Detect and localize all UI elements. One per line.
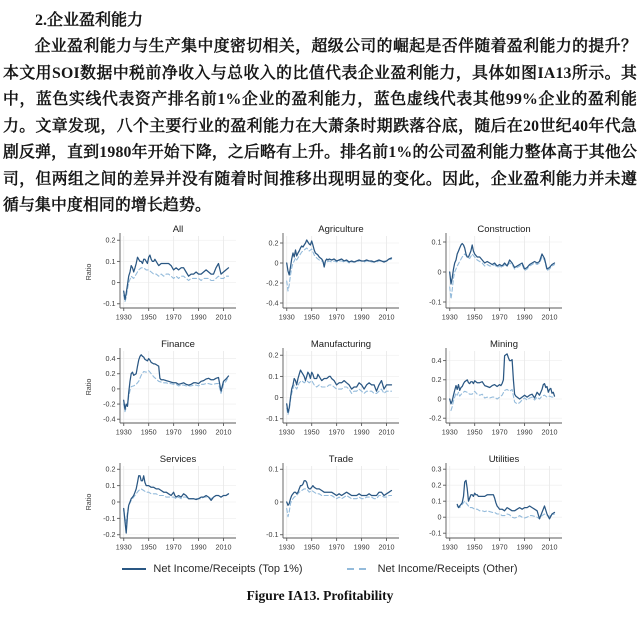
y-tick-label: 0.1 — [105, 480, 116, 490]
y-tick-label: 0 — [274, 496, 279, 506]
x-tick-label: 1970 — [491, 542, 508, 551]
subplot-title: Manufacturing — [310, 338, 372, 350]
x-tick-label: 1970 — [328, 312, 345, 321]
x-tick-label: 1990 — [516, 427, 533, 436]
legend-item-other — [347, 563, 518, 575]
x-tick-label: 1990 — [516, 542, 533, 551]
x-tick-label: 1970 — [491, 427, 508, 436]
x-tick-label: 1950 — [303, 427, 320, 436]
y-tick-label: -0.1 — [103, 513, 116, 523]
subplot-manufacturing — [246, 338, 409, 441]
y-tick-label: 0.1 — [431, 496, 442, 506]
series-other-line — [450, 254, 555, 299]
y-tick-label: -0.1 — [103, 298, 116, 308]
solid-line-swatch — [122, 567, 146, 571]
x-tick-label: 1930 — [278, 312, 295, 321]
subplot-title: Finance — [161, 338, 195, 350]
series-other-line — [287, 248, 392, 291]
x-tick-label: 1950 — [140, 542, 157, 551]
y-tick-label: 0.2 — [105, 235, 116, 245]
y-tick-label: -0.1 — [266, 413, 279, 423]
x-tick-label: 1930 — [278, 542, 295, 551]
subplot-construction — [409, 223, 572, 326]
subplot-trade — [246, 453, 409, 556]
series-other-line — [124, 267, 229, 301]
figure-ia13 — [3, 223, 637, 604]
x-tick-label: 1970 — [165, 427, 182, 436]
series-top1-line — [124, 475, 229, 532]
x-tick-label: 1950 — [140, 427, 157, 436]
x-tick-label: 1950 — [466, 427, 483, 436]
subplot-agriculture — [246, 223, 409, 326]
chart-grid — [83, 223, 637, 556]
subplot-services — [83, 453, 246, 556]
x-tick-label: 1950 — [140, 312, 157, 321]
x-tick-label: 1930 — [441, 542, 458, 551]
y-tick-label: 0 — [111, 277, 116, 287]
x-tick-label: 1970 — [328, 427, 345, 436]
subplot-title: Utilities — [488, 453, 520, 465]
x-tick-label: 1930 — [115, 542, 132, 551]
y-tick-label: -0.1 — [266, 529, 279, 539]
subplot-title: Mining — [490, 338, 518, 350]
y-tick-label: 0.2 — [105, 368, 116, 378]
y-axis-label-ratio: Ratio — [84, 378, 93, 395]
x-tick-label: 1990 — [516, 312, 533, 321]
subplot-title: Construction — [477, 223, 531, 235]
y-tick-label: 0.1 — [105, 256, 116, 266]
y-tick-label: -0.2 — [429, 413, 442, 423]
subplot-all — [83, 223, 246, 326]
x-tick-label: 1950 — [466, 542, 483, 551]
x-tick-label: 1930 — [441, 312, 458, 321]
x-tick-label: 2010 — [541, 312, 558, 321]
x-tick-label: 2010 — [541, 542, 558, 551]
x-tick-label: 1970 — [165, 542, 182, 551]
y-tick-label: 0.3 — [431, 464, 442, 474]
series-other-line — [451, 389, 555, 410]
series-other-line — [287, 488, 392, 516]
figure-legend — [3, 563, 637, 575]
x-tick-label: 2010 — [541, 427, 558, 436]
y-tick-label: 0.4 — [105, 353, 116, 363]
x-tick-label: 1990 — [353, 542, 370, 551]
y-tick-label: -0.2 — [103, 398, 116, 408]
y-tick-label: -0.2 — [266, 277, 279, 287]
figure-caption: Figure IA13. Profitability — [246, 587, 394, 603]
x-tick-label: 1990 — [353, 427, 370, 436]
x-tick-label: 2010 — [378, 427, 395, 436]
series-top1-line — [457, 480, 554, 518]
x-tick-label: 1950 — [303, 312, 320, 321]
series-top1-line — [124, 354, 229, 409]
y-tick-label: 0.2 — [431, 374, 442, 384]
legend-item-top1 — [122, 563, 302, 575]
dashed-line-swatch — [347, 567, 371, 571]
body-paragraph: 企业盈利能力与生产集中度密切相关，超级公司的崛起是否伴随着盈利能力的提升？本文用SOI数据中税前净收入与总收入的比值代表企业盈利能力，具体如图IA13所示。其中，蓝色实线代表资产排名前1%企业的盈利能力，蓝色虚线代表其他99%企业的盈利能力。文章发现，八个主要行业的盈利能力在大萧条时期跌落谷底，随后在20世纪40年代急剧反弹，直到1980年开始下降，之后略有上升。排名前1%的公司盈利能力整体高于其他公司，但两组之间的差异并没有随着时间推移出现明显的变化。因此，企业盈利能力并未遵循与集中度相同的增长趋势。 — [3, 38, 637, 214]
x-tick-label: 1970 — [165, 312, 182, 321]
x-tick-label: 1970 — [491, 312, 508, 321]
x-tick-label: 1990 — [190, 427, 207, 436]
y-tick-label: 0.2 — [268, 237, 279, 247]
x-tick-label: 1950 — [466, 312, 483, 321]
section-heading: 2.企业盈利能力 — [35, 12, 144, 29]
y-tick-label: 0.1 — [268, 371, 279, 381]
x-tick-label: 1990 — [190, 542, 207, 551]
subplot-title: Services — [159, 453, 197, 465]
y-tick-label: 0.2 — [268, 350, 279, 360]
subplot-title: Agriculture — [318, 223, 364, 235]
series-other-line — [124, 370, 229, 411]
x-tick-label: 2010 — [215, 427, 232, 436]
x-tick-label: 2010 — [215, 312, 232, 321]
y-tick-label: 0.1 — [431, 236, 442, 246]
legend-label-other: Net Income/Receipts (Other) — [377, 562, 518, 575]
subplot-finance — [83, 338, 246, 441]
x-tick-label: 1990 — [353, 312, 370, 321]
subplot-title: Trade — [328, 453, 354, 465]
y-tick-label: 0 — [111, 383, 116, 393]
x-tick-label: 1930 — [115, 427, 132, 436]
x-tick-label: 1930 — [441, 427, 458, 436]
subplot-title: All — [172, 223, 184, 235]
series-top1-line — [287, 240, 392, 275]
y-tick-label: -0.2 — [103, 529, 116, 539]
subplot-utilities — [409, 453, 572, 556]
y-tick-label: 0 — [437, 393, 442, 403]
y-tick-label: -0.1 — [429, 296, 442, 306]
y-tick-label: 0.2 — [431, 480, 442, 490]
series-top1-line — [450, 353, 555, 403]
y-tick-label: -0.1 — [429, 528, 442, 538]
legend-label-top1: Net Income/Receipts (Top 1%) — [153, 562, 303, 575]
x-tick-label: 1950 — [303, 542, 320, 551]
y-tick-label: 0 — [274, 257, 279, 267]
x-tick-label: 2010 — [215, 542, 232, 551]
y-axis-label-ratio: Ratio — [84, 263, 93, 280]
subplot-mining — [409, 338, 572, 441]
x-tick-label: 1930 — [115, 312, 132, 321]
y-tick-label: 0 — [437, 512, 442, 522]
y-tick-label: 0.4 — [431, 355, 442, 365]
y-tick-label: -0.4 — [103, 414, 116, 424]
x-tick-label: 2010 — [378, 542, 395, 551]
x-tick-label: 1990 — [190, 312, 207, 321]
x-tick-label: 2010 — [378, 312, 395, 321]
y-axis-label-ratio: Ratio — [84, 493, 93, 510]
y-tick-label: 0.2 — [105, 464, 116, 474]
y-tick-label: 0 — [437, 266, 442, 276]
y-tick-label: 0 — [274, 392, 279, 402]
y-tick-label: 0.1 — [268, 464, 279, 474]
x-tick-label: 1970 — [328, 542, 345, 551]
y-tick-label: 0 — [111, 496, 116, 506]
x-tick-label: 1930 — [278, 427, 295, 436]
y-tick-label: -0.4 — [266, 297, 279, 307]
